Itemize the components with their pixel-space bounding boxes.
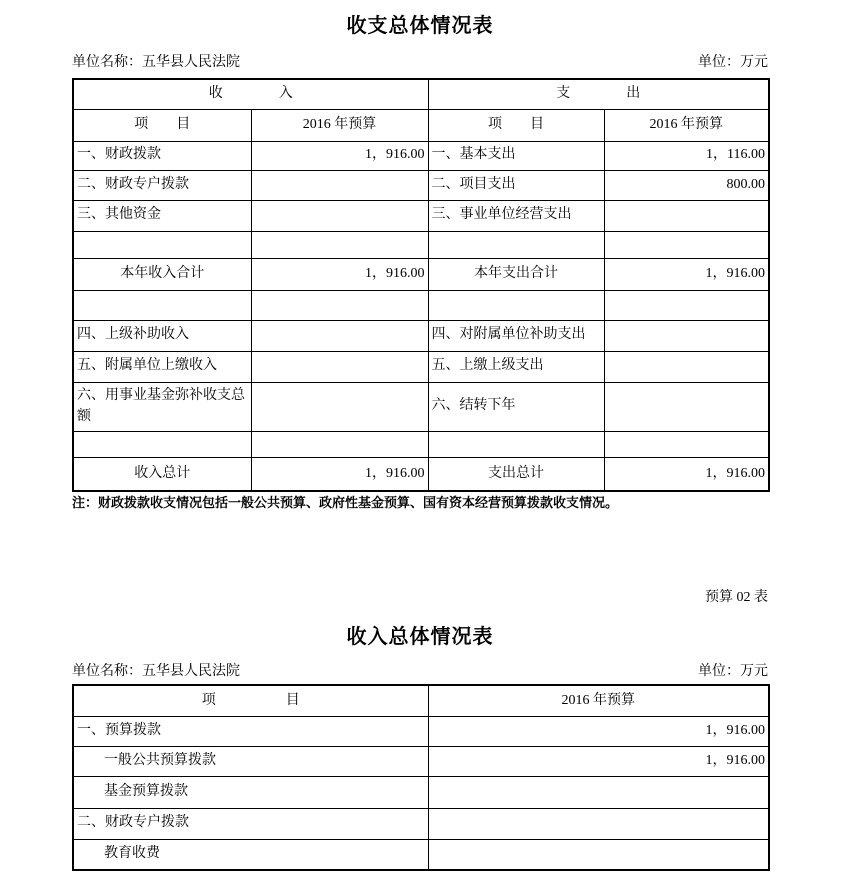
unit-name-label: 单位名称：五华县人民法院 <box>72 664 240 679</box>
income-value-cell <box>251 320 428 351</box>
table-row <box>73 839 769 870</box>
table2-meta-row <box>72 660 768 680</box>
column-header-row <box>73 109 769 141</box>
income-item-header: 项 目 <box>73 109 251 141</box>
expense-item-cell <box>428 431 604 457</box>
table-row-empty <box>73 431 769 457</box>
expense-item-cell: 六、结转下年 <box>428 382 604 431</box>
table-row-empty <box>73 231 769 258</box>
income-budget-table <box>72 684 770 871</box>
expense-subtotal-label: 本年支出合计 <box>428 258 604 290</box>
income-budget-header: 2016 年预算 <box>251 109 428 141</box>
income-item-cell: 二、财政专户拨款 <box>73 170 251 200</box>
expense-item-cell: 三、事业单位经营支出 <box>428 200 604 231</box>
expense-value-cell <box>604 382 769 431</box>
income-item-cell: 四、上级补助收入 <box>73 320 251 351</box>
expense-total-label: 支出总计 <box>428 457 604 491</box>
table-row <box>73 716 769 746</box>
item-cell: 一、预算拨款 <box>73 716 428 746</box>
page-title-income: 收入总体情况表 <box>346 626 494 648</box>
overall-budget-table <box>72 78 770 492</box>
income-value-cell <box>251 382 428 431</box>
expense-value-cell <box>604 200 769 231</box>
item-cell: 一般公共预算拨款 <box>73 746 428 776</box>
item-cell: 基金预算拨款 <box>73 776 428 808</box>
income-group-header: 收 入 <box>73 79 428 109</box>
value-cell: 1，916.00 <box>428 746 769 776</box>
income-total-value: 1，916.00 <box>251 457 428 491</box>
unit-name-label: 单位名称：五华县人民法院 <box>72 55 240 70</box>
expense-item-cell <box>428 231 604 258</box>
expense-subtotal-value: 1，916.00 <box>604 258 769 290</box>
expense-item-cell: 四、对附属单位补助支出 <box>428 320 604 351</box>
table-row <box>73 776 769 808</box>
table-row <box>73 746 769 776</box>
expense-value-cell <box>604 320 769 351</box>
income-item-cell: 一、财政拨款 <box>73 141 251 170</box>
table-row-empty <box>73 290 769 320</box>
table-row <box>73 351 769 382</box>
column-header-row <box>73 685 769 716</box>
footnote-text: 注：财政拨款收支情况包括一般公共预算、政府性基金预算、国有资本经营预算拨款收支情况。 <box>72 495 619 510</box>
expense-group-header: 支 出 <box>428 79 769 109</box>
income-item-cell: 五、附属单位上缴收入 <box>73 351 251 382</box>
expense-item-cell <box>428 290 604 320</box>
income-value-cell: 1，916.00 <box>251 141 428 170</box>
table1-meta-row <box>72 51 768 71</box>
expense-value-cell: 800.00 <box>604 170 769 200</box>
item-cell: 教育收费 <box>73 839 428 870</box>
expense-value-cell <box>604 351 769 382</box>
income-value-cell <box>251 351 428 382</box>
subtotal-row <box>73 258 769 290</box>
income-item-cell <box>73 290 251 320</box>
income-total-label: 收入总计 <box>73 457 251 491</box>
value-cell: 1，916.00 <box>428 716 769 746</box>
income-value-cell <box>251 290 428 320</box>
income-value-cell <box>251 431 428 457</box>
item-header: 项 目 <box>73 685 428 716</box>
income-subtotal-value: 1，916.00 <box>251 258 428 290</box>
income-value-cell <box>251 200 428 231</box>
value-cell <box>428 776 769 808</box>
value-cell <box>428 839 769 870</box>
income-item-cell <box>73 431 251 457</box>
budget-header: 2016 年预算 <box>428 685 769 716</box>
table-row <box>73 808 769 839</box>
income-item-cell: 三、其他资金 <box>73 200 251 231</box>
table-row <box>73 382 769 431</box>
sheet-number-label: 预算 02 表 <box>705 590 768 605</box>
table-row <box>73 141 769 170</box>
expense-item-header: 项 目 <box>428 109 604 141</box>
table-row <box>73 200 769 231</box>
table-row <box>73 170 769 200</box>
expense-value-cell <box>604 431 769 457</box>
expense-total-value: 1，916.00 <box>604 457 769 491</box>
expense-item-cell: 二、项目支出 <box>428 170 604 200</box>
expense-value-cell <box>604 290 769 320</box>
grand-total-row <box>73 457 769 491</box>
income-value-cell <box>251 170 428 200</box>
expense-item-cell: 五、上缴上级支出 <box>428 351 604 382</box>
page-title-overall: 收支总体情况表 <box>346 15 494 37</box>
expense-budget-header: 2016 年预算 <box>604 109 769 141</box>
value-cell <box>428 808 769 839</box>
expense-item-cell: 一、基本支出 <box>428 141 604 170</box>
income-item-cell: 六、用事业基金弥补收支总额 <box>73 382 251 431</box>
expense-value-cell <box>604 231 769 258</box>
income-item-cell <box>73 231 251 258</box>
item-cell: 二、财政专户拨款 <box>73 808 428 839</box>
income-value-cell <box>251 231 428 258</box>
group-header-row <box>73 79 769 109</box>
income-subtotal-label: 本年收入合计 <box>73 258 251 290</box>
expense-value-cell: 1，116.00 <box>604 141 769 170</box>
table-row <box>73 320 769 351</box>
currency-unit-label: 单位：万元 <box>698 664 768 679</box>
currency-unit-label: 单位：万元 <box>698 55 768 70</box>
